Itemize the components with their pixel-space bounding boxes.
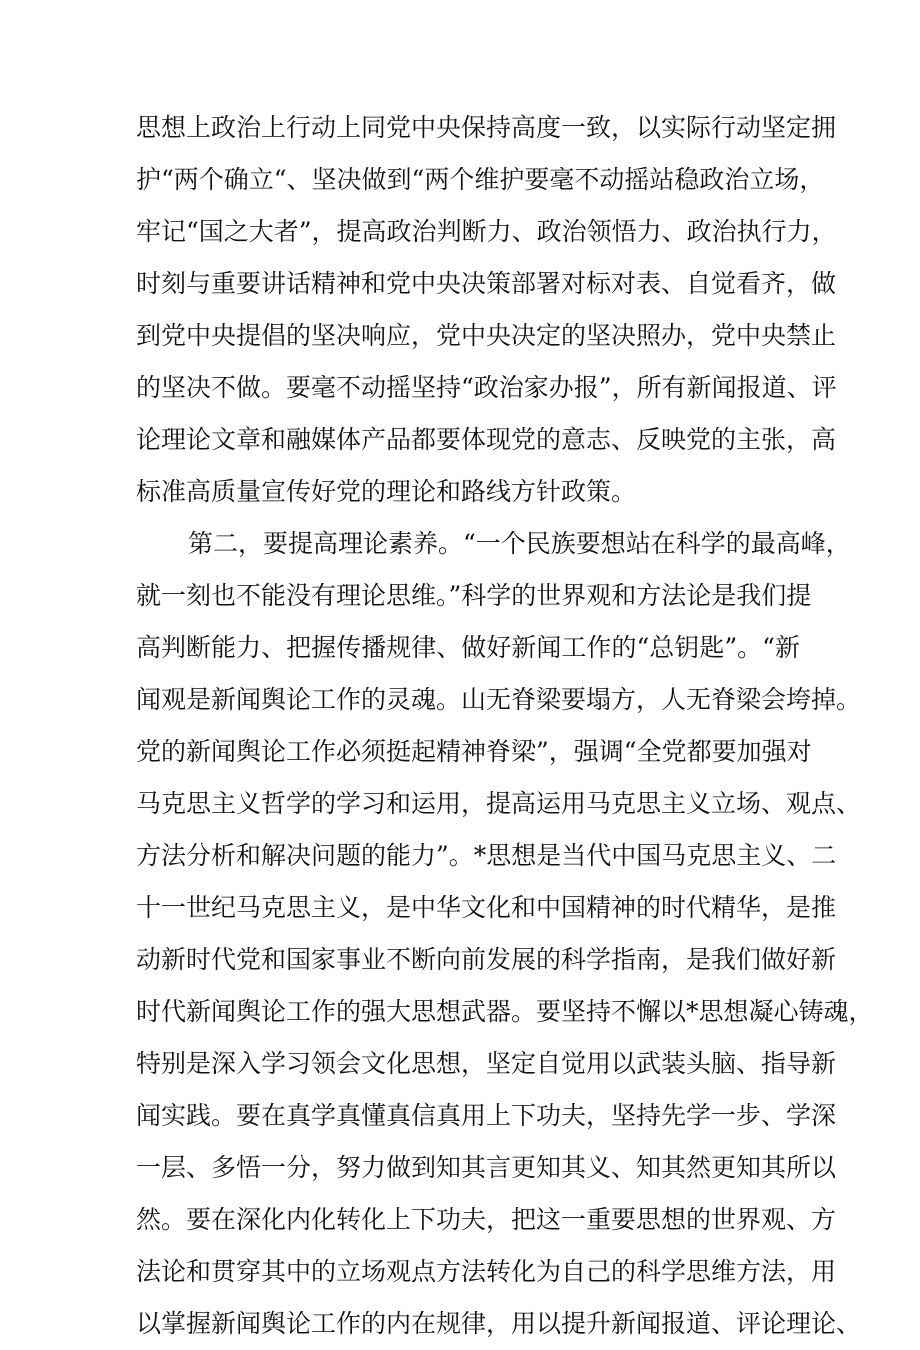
text-line: 标准高质量宣传好党的理论和路线方针政策。 bbox=[136, 477, 637, 506]
text-line: 时刻与重要讲话精神和党中央决策部署对标对表、自觉看齐，做 bbox=[136, 269, 837, 298]
text-line: 就一刻也不能没有理论思维。”科学的世界观和方法论是我们提 bbox=[136, 581, 812, 610]
text-line: 时代新闻舆论工作的强大思想武器。要坚持不懈以*思想凝心铸魂， bbox=[136, 997, 874, 1026]
text-line: 论理论文章和融媒体产品都要体现党的意志、反映党的主张，高 bbox=[136, 425, 837, 454]
text-line: 方法分析和解决问题的能力”。*思想是当代中国马克思主义、二 bbox=[136, 841, 837, 870]
text-line: 到党中央提倡的坚决响应，党中央决定的坚决照办，党中央禁止 bbox=[136, 321, 837, 350]
text-line: 一层、多悟一分，努力做到知其言更知其义、知其然更知其所以 bbox=[136, 1153, 837, 1182]
text-line: 然。要在深化内化转化上下功夫，把这一重要思想的世界观、方 bbox=[136, 1205, 837, 1234]
text-line: 动新时代党和国家事业不断向前发展的科学指南，是我们做好新 bbox=[136, 945, 837, 974]
paragraph-theory-literacy bbox=[136, 518, 874, 1350]
text-line: 法论和贯穿其中的立场观点方法转化为自己的科学思维方法，用 bbox=[136, 1257, 837, 1286]
text-line: 特别是深入学习领会文化思想，坚定自觉用以武装头脑、指导新 bbox=[136, 1049, 837, 1078]
text-line: 第二，要提高理论素养。“一个民族要想站在科学的最高峰， bbox=[188, 529, 851, 558]
text-line: 护“两个确立“、坚决做到“两个维护要毫不动摇站稳政治立场， bbox=[136, 165, 825, 194]
text-line: 高判断能力、把握传播规律、做好新闻工作的“总钥匙”。“新 bbox=[136, 633, 800, 662]
text-line: 闻实践。要在真学真懂真信真用上下功夫，坚持先学一步、学深 bbox=[136, 1101, 837, 1130]
text-line: 牢记“国之大者”，提高政治判断力、政治领悟力、政治执行力， bbox=[136, 217, 837, 246]
text-line: 的坚决不做。要毫不动摇坚持“政治家办报”，所有新闻报道、评 bbox=[136, 373, 837, 402]
text-line: 党的新闻舆论工作必须挺起精神脊梁”，强调“全党都要加强对 bbox=[136, 737, 812, 766]
text-line: 以掌握新闻舆论工作的内在规律，用以提升新闻报道、评论理论、 bbox=[136, 1309, 862, 1338]
text-line: 十一世纪马克思主义，是中华文化和中国精神的时代精华，是推 bbox=[136, 893, 837, 922]
document-body bbox=[136, 102, 874, 1350]
text-line: 闻观是新闻舆论工作的灵魂。山无脊梁要塌方，人无脊梁会垮掉。 bbox=[136, 685, 862, 714]
paragraph-political-alignment bbox=[136, 102, 837, 518]
text-line: 思想上政治上行动上同党中央保持高度一致，以实际行动坚定拥 bbox=[136, 113, 837, 142]
text-line: 马克思主义哲学的学习和运用，提高运用马克思主义立场、观点、 bbox=[136, 789, 862, 818]
